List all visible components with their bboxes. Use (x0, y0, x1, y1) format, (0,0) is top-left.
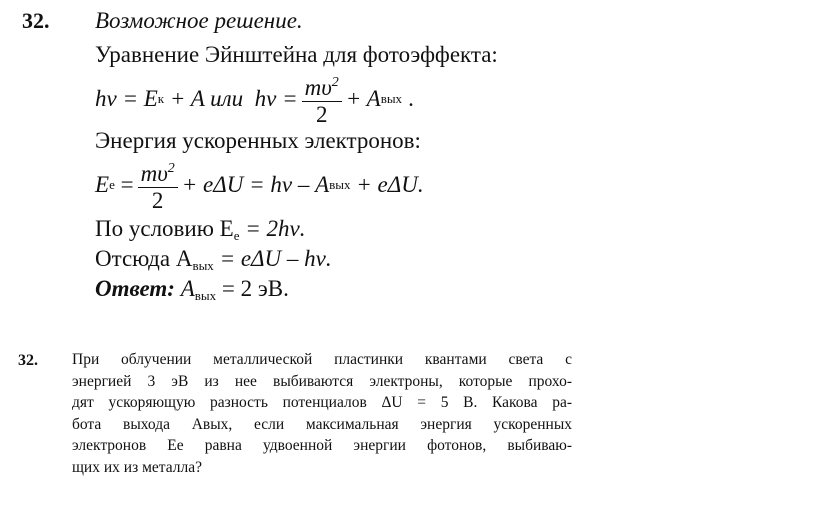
answer-text: A (174, 276, 195, 301)
hence-sub: вых (192, 258, 214, 273)
hence-text: Отсюда A (95, 246, 193, 271)
eq1-denominator: 2 (315, 102, 328, 127)
task-line: бота выхода Aвых, если максимальная энергия ускоренных (72, 415, 572, 433)
eq2-numerator: mυ (140, 161, 168, 186)
eq2-equals: = (114, 172, 134, 197)
answer-sub: вых (194, 288, 217, 303)
task-line: энергией 3 эВ из нее выбиваются электроны, которые прохо- (72, 372, 572, 390)
eq2-lhs-sub: e (109, 177, 115, 192)
answer-label: Ответ: (95, 276, 175, 301)
task-line: дят ускоряющую разность потенциалов ΔU = 5 В. Какова ра- (72, 394, 572, 411)
eq1-mid: + A или hν = (164, 86, 298, 111)
solution-number: 32. (22, 8, 50, 33)
condition-sub: e (233, 228, 240, 243)
eq1-numerator-sup: 2 (331, 75, 339, 90)
einstein-equation-title: Уравнение Эйнштейна для фотоэффекта: (95, 42, 498, 67)
eq2-denominator: 2 (151, 188, 164, 213)
einstein-equation (95, 68, 414, 130)
eq1-rhs-sub: вых (380, 91, 403, 106)
eq2-fraction (138, 156, 178, 214)
energy-equation (95, 154, 424, 216)
task-line: щих их из металла? (72, 458, 202, 476)
eq1-rhs: + A (345, 86, 381, 111)
task-line: электронов Ee равна удвоенной энергии фотонов, выбиваю- (72, 437, 572, 454)
eq1-numerator: mυ (304, 75, 332, 100)
eq2-rhs-sub: вых (329, 177, 351, 192)
condition-line (95, 216, 305, 244)
eq2-rhs1: + eΔU = hν – A (181, 172, 330, 197)
energy-title: Энергия ускоренных электронов: (95, 128, 421, 153)
eq2-rhs2: + eΔU. (350, 172, 424, 197)
task-text (72, 349, 572, 478)
eq1-lhs: hν = E (95, 86, 158, 111)
answer-line (95, 276, 289, 304)
eq2-numerator-sup: 2 (167, 161, 175, 176)
task-number: 32. (18, 352, 38, 369)
eq1-fraction (302, 70, 342, 128)
hence-line (95, 246, 332, 274)
eq1-lhs-sub: к (157, 91, 165, 106)
solution-heading: Возможное решение. (95, 8, 303, 33)
condition-text: По условию E (95, 216, 234, 241)
task-line: При облучении металлической пластинки квантами света с (72, 351, 572, 368)
hence-rest: = eΔU – hν. (213, 246, 332, 271)
condition-rest: = 2hν. (239, 216, 306, 241)
eq1-end: . (408, 86, 414, 111)
eq2-lhs: E (95, 172, 110, 197)
answer-rest: = 2 эВ. (216, 276, 289, 301)
